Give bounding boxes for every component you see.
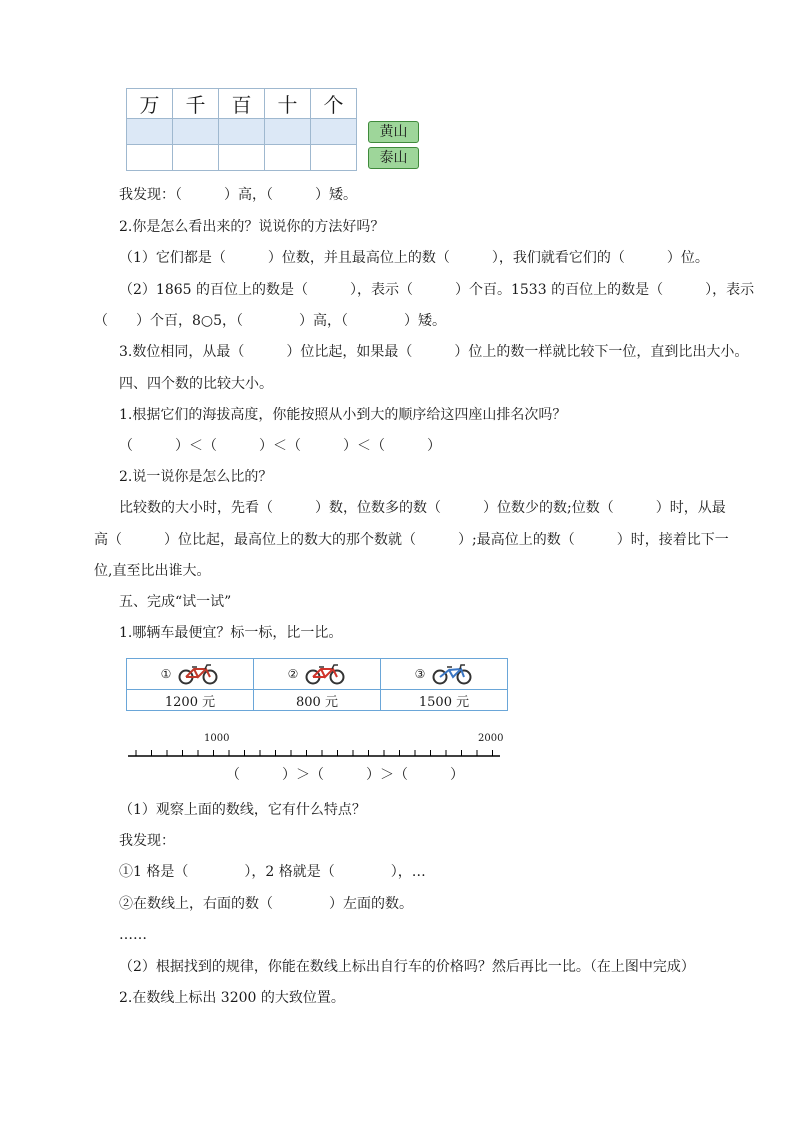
blank-cell[interactable] — [127, 145, 173, 171]
place-header-shi: 十 — [265, 89, 311, 119]
blank-cell[interactable] — [265, 145, 311, 171]
question-2-part-1: （1）它们都是（ ）位数，并且最高位上的数（ ），我们就看它们的（ ）位。 — [119, 250, 709, 266]
question-2-mark-3200: 2.在数线上标出 3200 的大致位置。 — [119, 990, 345, 1006]
bike-cell-1 — [127, 659, 254, 690]
discovery-line: 我发现：（ ）高，（ ）矮。 — [119, 187, 357, 203]
bike-number: ③ — [414, 667, 426, 681]
comparison-rule-2: 高（ ）位比起，最高位上的数大的那个数就（ ）;最高位上的数（ ）时，接着比下一 — [94, 532, 729, 548]
blank-cell[interactable] — [127, 119, 173, 145]
blank-cell[interactable] — [173, 145, 219, 171]
section-4-q1: 1.根据它们的海拔高度，你能按照从小到大的顺序给这四座山排名次吗？ — [119, 407, 567, 423]
sub-question-1: （1）观察上面的数线，它有什么特点？ — [119, 802, 366, 818]
comparison-rule-3: 位,直至比出谁大。 — [94, 563, 211, 579]
blank-cell[interactable] — [311, 119, 357, 145]
blue-bicycle-icon — [431, 663, 473, 685]
place-header-qian: 千 — [173, 89, 219, 119]
question-2-part-2: （2）1865 的百位上的数是（ ），表示（ ）个百。1533 的百位上的数是（ ），表示 — [119, 282, 755, 298]
blank-cell[interactable] — [311, 145, 357, 171]
comparison-rule-1: 比较数的大小时，先看（ ）数，位数多的数（ ）位数少的数;位数（ ）时，从最 — [119, 500, 726, 516]
bike-price-3: 1500 元 — [381, 690, 508, 711]
section-4-q2: 2.说一说你是怎么比的？ — [119, 469, 273, 485]
place-value-table — [126, 88, 357, 171]
place-header-ge: 个 — [311, 89, 357, 119]
number-line-label-2000: 2000 — [478, 733, 504, 744]
bike-number: ② — [287, 667, 299, 681]
blank-cell[interactable] — [173, 119, 219, 145]
question-2: 2.你是怎么看出来的？说说你的方法好吗？ — [119, 219, 385, 235]
finding-1: ①1 格是（ ），2 格就是（ ），… — [119, 864, 426, 880]
section-5-q1: 1.哪辆车最便宜？标一标，比一比。 — [119, 625, 343, 641]
discovery-label: 我发现： — [119, 833, 175, 849]
bike-price-table — [126, 658, 508, 711]
huangshan-row — [127, 119, 357, 145]
ranking-blanks: （ ）＜（ ）＜（ ）＜（ ） — [119, 438, 441, 454]
bike-cell-3 — [381, 659, 508, 690]
tag-taishan: 泰山 — [368, 147, 419, 169]
question-2-part-2-cont: （ ）个百，8○5，（ ）高，（ ）矮。 — [94, 313, 447, 329]
bike-price-2: 800 元 — [254, 690, 381, 711]
question-3: 3.数位相同，从最（ ）位比起，如果最（ ）位上的数一样就比较下一位，直到比出大小。 — [119, 344, 749, 360]
finding-2: ②在数线上，右面的数（ ）左面的数。 — [119, 896, 413, 912]
blank-cell[interactable] — [219, 119, 265, 145]
blank-cell[interactable] — [265, 119, 311, 145]
bike-cell-2 — [254, 659, 381, 690]
ellipsis: …… — [119, 927, 147, 943]
bike-price-1: 1200 元 — [127, 690, 254, 711]
blank-cell[interactable] — [219, 145, 265, 171]
price-order-blanks: （ ）＞（ ）＞（ ） — [226, 767, 464, 783]
tag-huangshan: 黄山 — [368, 121, 419, 143]
sub-question-2: （2）根据找到的规律，你能在数线上标出自行车的价格吗？然后再比一比。（在上图中完成） — [119, 959, 695, 975]
red-bicycle-icon — [304, 663, 346, 685]
section-4-heading: 四、四个数的比较大小。 — [119, 376, 273, 392]
number-line[interactable] — [124, 744, 504, 764]
number-line-label-1000: 1000 — [204, 733, 230, 744]
taishan-row — [127, 145, 357, 171]
bike-number: ① — [160, 667, 172, 681]
section-5-heading: 五、完成“试一试” — [119, 594, 232, 610]
place-header-wan: 万 — [127, 89, 173, 119]
red-bicycle-icon — [177, 663, 219, 685]
place-header-bai: 百 — [219, 89, 265, 119]
